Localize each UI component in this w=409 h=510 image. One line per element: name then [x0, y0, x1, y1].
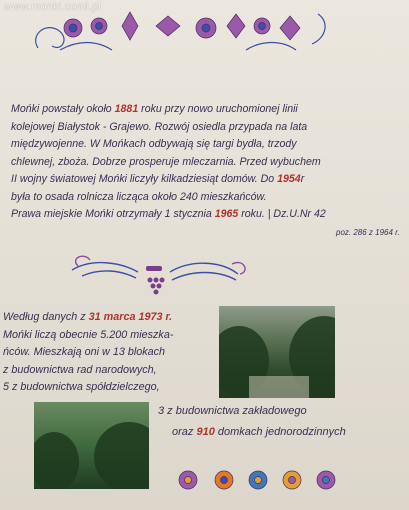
history-line-5-tail: r — [300, 173, 305, 185]
statistics-paragraph — [3, 309, 173, 397]
house-count: 910 — [196, 426, 215, 438]
history-line-1-tail: roku przy nowo uruchomionej linii — [138, 103, 298, 115]
stats-line-7-text: oraz — [172, 426, 197, 438]
history-line-4: chlewnej, zboża. Dobrze prosperuje mleczarnia. Przed wybuchem — [11, 155, 321, 168]
stats-line-1 — [3, 309, 173, 327]
watermark-url: www.monki.coml.pl — [4, 1, 101, 13]
history-line-5-text: II wojny światowej Mońki liczyły kilkadziesiąt domów. Do — [11, 173, 278, 185]
middle-flourish-icon — [0, 248, 409, 298]
history-line-3: międzywojenne. W Mońkach odbywają się targi bydła, trzody — [11, 138, 297, 150]
history-line-2: kolejowej Białystok - Grajewo. Rozwój osiedla przypada na lata — [11, 120, 308, 133]
history-line-1 — [11, 101, 400, 119]
history-line-8: poz. 286 z 1964 r. — [336, 227, 400, 237]
stats-date: 31 marca 1973 r. — [88, 311, 173, 323]
history-line-1-text: Mońki powstały około — [11, 103, 115, 115]
stats-line-3: ńców. Mieszkają oni w 13 blokach — [3, 346, 166, 358]
history-line-6: była to osada rolnicza licząca około 240 mieszkańców. — [11, 190, 267, 203]
stats-line-6: 3 z budownictwa zakładowego — [158, 405, 307, 417]
history-line-7-tail: roku. | Dz.U.Nr 42 — [238, 208, 326, 220]
history-paragraph — [11, 101, 400, 236]
top-floral-border-icon — [0, 0, 409, 60]
stats-line-5: 5 z budownictwa spółdzielczego, — [3, 381, 160, 393]
history-line-5 — [11, 171, 400, 189]
history-line-7-text: Prawa miejskie Mońki otrzymały 1 stycznia — [11, 208, 215, 220]
stats-line-7 — [172, 424, 346, 441]
year-1954: 1954 — [277, 173, 301, 185]
stats-line-1-text: Według danych z — [3, 311, 89, 323]
bottom-flower-row-icon — [0, 462, 409, 502]
history-line-7 — [11, 206, 400, 224]
town-rights-year: 1965 — [214, 208, 239, 220]
founding-year: 1881 — [114, 103, 139, 115]
stats-line-2: Mońki liczą obecnie 5.200 mieszka- — [3, 328, 174, 341]
town-street-photo — [219, 306, 335, 398]
stats-line-7-tail: domkach jednorodzinnych — [214, 426, 346, 438]
stats-line-4: z budownictwa rad narodowych, — [3, 363, 157, 376]
